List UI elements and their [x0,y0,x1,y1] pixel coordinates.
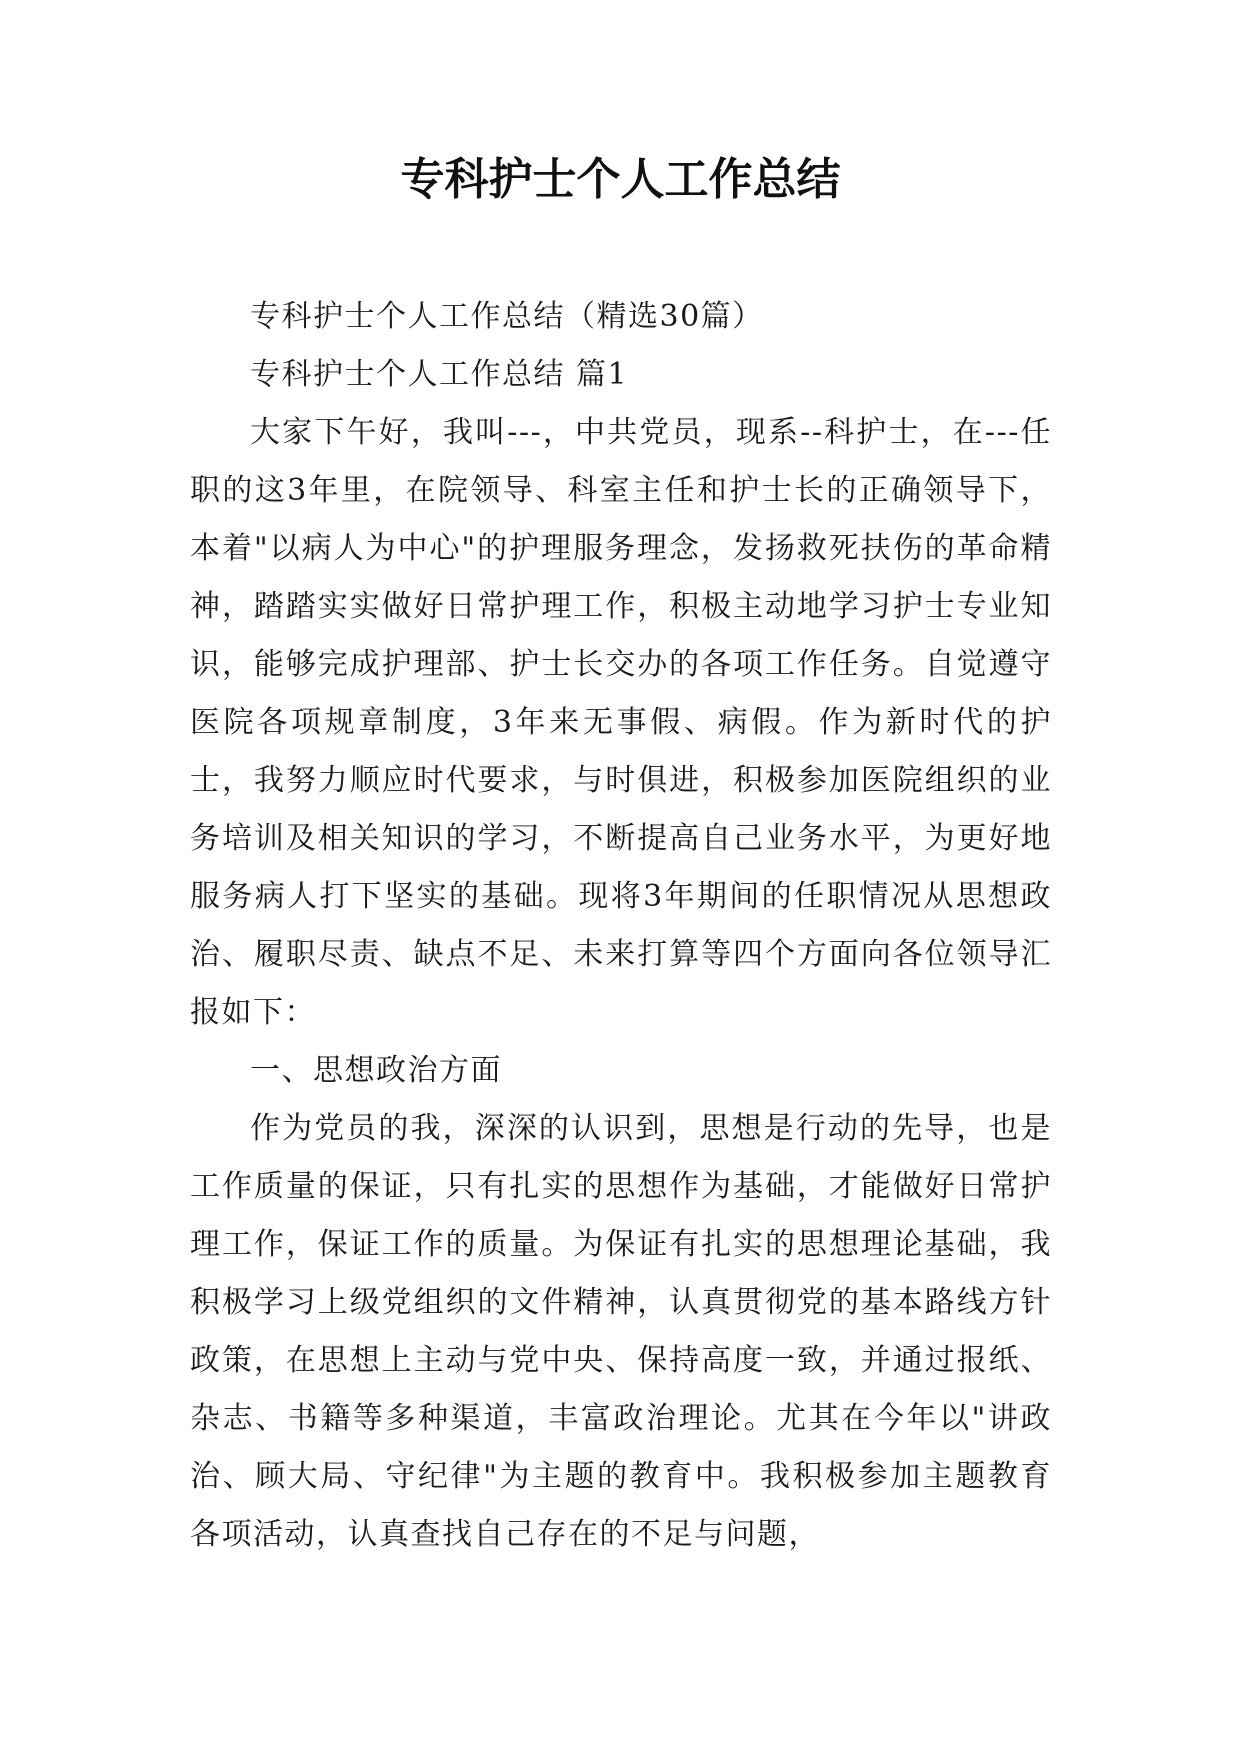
document-subtitle: 专科护士个人工作总结（精选30篇） [250,299,764,334]
body-paragraph: 作为党员的我，深深的认识到，思想是行动的先导，也是工作质量的保证，只有扎实的思想作为基础，才能做好日常护理工作，保证工作的质量。为保证有扎实的思想理论基础，我积极学习上级党组织的文件精神，认真贯彻党的基本路线方针政策，在思想上主动与党中央、保持高度一致，并通过报纸、杂志、书籍等多种渠道，丰富政治理论。尤其在今年以"讲政治、顾大局、守纪律"为主题的教育中。我积极参加主题教育各项活动，认真查找自己存在的不足与问题， [190,1111,1052,1552]
subheading-ideology: 一、思想政治方面 [250,1053,502,1088]
section-heading: 专科护士个人工作总结 篇1 [250,357,629,392]
document-title: 专科护士个人工作总结 [400,154,841,205]
body-paragraph: 大家下午好，我叫---，中共党员，现系--科护士，在---任职的这3年里，在院领导、科室主任和护士长的正确领导下，本着"以病人为中心"的护理服务理念，发扬救死扶伤的革命精神，踏踏实实做好日常护理工作，积极主动地学习护士专业知识，能够完成护理部、护士长交办的各项工作任务。自觉遵守医院各项规章制度，3年来无事假、病假。作为新时代的护士，我努力顺应时代要求，与时俱进，积极参加医院组织的业务培训及相关知识的学习，不断提高自己业务水平，为更好地服务病人打下坚实的基础。现将3年期间的任职情况从思想政治、履职尽责、缺点不足、未来打算等四个方面向各位领导汇报如下： [190,415,1052,1030]
document-body [190,288,1052,1564]
